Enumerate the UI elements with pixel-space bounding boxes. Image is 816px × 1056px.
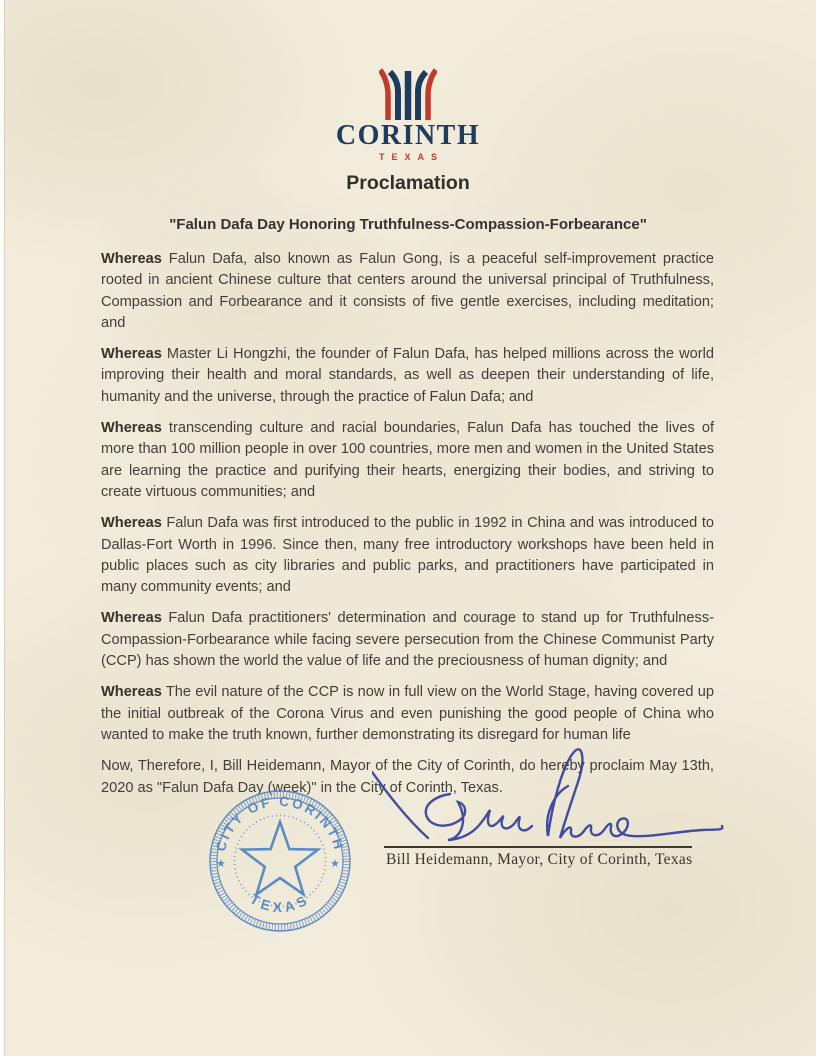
paragraph-text: Falun Dafa practitioners' determination and courage to stand up for Truthfulness-Compassion-Forbearance while facing severe persecution from the Chinese Communist Party (CCP) has shown the world the value of life and the preciousness of human dignity; and (101, 610, 714, 670)
whereas-lead: Whereas (101, 420, 162, 437)
paragraph-text: Now, Therefore, I, Bill Heidemann, Mayor of the City of Corinth, do hereby proclaim May 13th, 2020 as "Falun Dafa Day (week)" in the City of Corinth, Texas. (101, 758, 714, 796)
mayor-signature (372, 742, 732, 852)
proclamation-heading: Proclamation (346, 172, 470, 194)
logo-city-name: CORINTH (335, 120, 481, 151)
seal-star-icon (242, 822, 318, 894)
proclamation-body (101, 249, 714, 809)
logo-state-name: TEXAS (378, 152, 444, 162)
whereas-paragraph-5 (101, 608, 714, 672)
city-seal-stamp (194, 775, 366, 947)
whereas-paragraph-3 (101, 418, 714, 503)
seal-dotted-ring (235, 816, 326, 907)
seal-arc-top-text: CITY OF CORINTH (213, 793, 347, 853)
whereas-paragraph-2 (101, 344, 714, 408)
paragraph-text: transcending culture and racial boundaries, Falun Dafa has touched the lives of more than 100 million people in over 100 countries, more men and women in the United States are learning the practice and purifying their hearts, energizing their bodies, and striving to create virtuous communities; and (101, 420, 714, 500)
paragraph-text: Falun Dafa was first introduced to the public in 1992 in China and was introduced to Dallas-Fort Worth in 1996. Since then, many free introductory workshops have been held in public places such as city libraries and public parks, and practitioners have participated in many community events; and (101, 515, 714, 596)
corinth-column-logo-icon (379, 68, 437, 120)
whereas-lead: Whereas (101, 610, 162, 627)
whereas-paragraph-4 (101, 513, 714, 598)
whereas-lead: Whereas (101, 346, 162, 363)
city-seal-graphic (194, 775, 366, 947)
seal-arc-bottom-text: TEXAS (247, 890, 313, 916)
city-logo (0, 68, 816, 162)
whereas-lead: Whereas (101, 251, 162, 267)
proclamation-title: "Falun Dafa Day Honoring Truthfulness-Compassion-Forbearance" (169, 216, 647, 233)
svg-text:TEXAS (247, 890, 312, 915)
whereas-lead: Whereas (101, 515, 162, 532)
whereas-paragraph-6 (101, 682, 714, 746)
paragraph-text: Falun Dafa, also known as Falun Gong, is a peaceful self-improvement practice rooted in ancient Chinese culture that centers around the universal principal of Truthfulness, Compassion and Forbearance and it consists of five gentle exercises, including meditation; and (101, 251, 714, 331)
signature-line (384, 846, 692, 848)
paragraph-text: The evil nature of the CCP is now in full view on the World Stage, having covered up the initial outbreak of the Corona Virus and even punishing the good people of China who wanted to make the truth known, further demonstrating its disregard for human life (101, 684, 714, 743)
whereas-lead: Whereas (101, 684, 162, 701)
seal-left-star-icon: ★ (216, 858, 226, 870)
whereas-paragraph-1 (101, 249, 714, 334)
seal-right-star-icon: ★ (330, 858, 340, 870)
signature-ink-graphic (372, 742, 732, 852)
paragraph-text: Master Li Hongzhi, the founder of Falun Dafa, has helped millions across the world improving their health and moral standards, as well as deepen their understanding of life, humanity and the universe, through the practice of Falun Dafa; and (101, 346, 714, 405)
signature-printed-name: Bill Heidemann, Mayor, City of Corinth, Texas (386, 851, 693, 868)
